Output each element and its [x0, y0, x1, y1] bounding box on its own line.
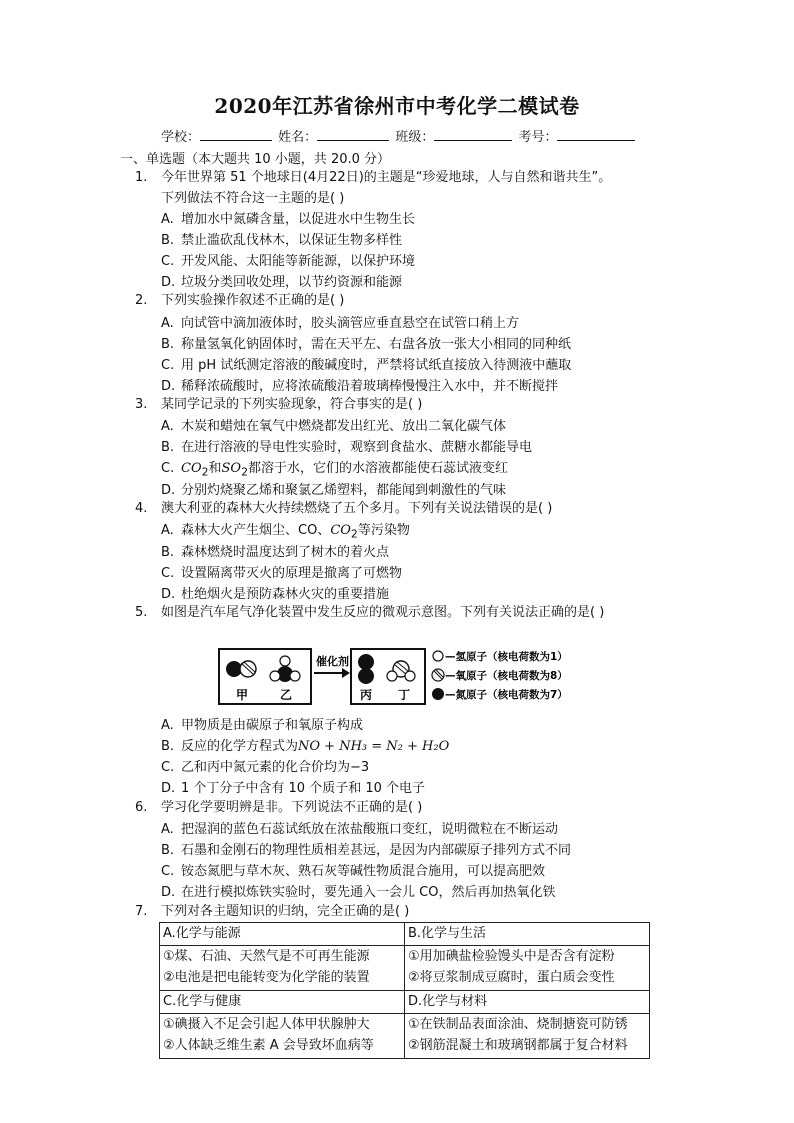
- legend-nitrogen: —氮原子（核电荷数为7）: [445, 689, 568, 701]
- option-label: D.: [161, 483, 176, 498]
- legend-nitrogen-icon: [432, 688, 444, 700]
- option-label: A.: [161, 822, 174, 837]
- option-label: D.: [161, 379, 176, 394]
- option-label: A.: [161, 419, 174, 434]
- question-text-line2: 下列做法不符合这一主题的是( ): [161, 191, 345, 206]
- option-text: 反应的化学方程式为: [181, 739, 299, 754]
- question-3: [135, 394, 422, 415]
- q4-option-a[interactable]: [161, 519, 410, 541]
- option-label: A.: [161, 523, 174, 538]
- label-bing: 丙: [360, 688, 373, 702]
- question-number: 7.: [135, 904, 148, 919]
- hydrogen-atom: [387, 671, 397, 681]
- arrow-head: [342, 668, 350, 678]
- option-text: 开发风能、太阳能等新能源，以保护环境: [181, 254, 416, 269]
- option-label: A.: [161, 212, 174, 227]
- name-label: 姓名：: [278, 130, 318, 145]
- table-cell-line: ①煤、石油、天然气是不可再生能源: [163, 949, 370, 964]
- hydrogen-atom: [405, 671, 415, 681]
- option-text: 等污染物: [357, 523, 410, 538]
- table-cell-line: ①在铁制品表面涂油、烧制搪瓷可防锈: [408, 1017, 628, 1032]
- option-label: C.: [161, 566, 175, 581]
- nitrogen-atom: [358, 654, 374, 670]
- label-ding: 丁: [398, 688, 411, 702]
- formula-co2: CO: [330, 523, 351, 538]
- question-number: 6.: [135, 800, 148, 815]
- table-row: [160, 1014, 650, 1059]
- table-cell: [405, 1014, 650, 1059]
- option-label: B.: [161, 545, 175, 560]
- q3-option-c[interactable]: [161, 457, 508, 479]
- option-text: 称量氢氧化钠固体时，需在天平左、右盘各放一张大小相同的同种纸: [181, 337, 572, 352]
- option-text: 在进行模拟炼铁实验时，要先通入一会儿 CO，然后再加热氧化铁: [181, 885, 556, 900]
- option-text: 石墨和金刚石的物理性质相差甚远，是因为内部碳原子排列方式不同: [181, 843, 572, 858]
- option-text: 垃圾分类回收处理，以节约资源和能源: [181, 275, 403, 290]
- legend-oxygen: —氧原子（核电荷数为8）: [445, 670, 568, 682]
- hydrogen-atom: [280, 656, 290, 666]
- option-text: 分别灼烧聚乙烯和聚氯乙烯塑料，都能闻到刺激性的气味: [181, 483, 507, 498]
- option-text: 铵态氮肥与草木灰、熟石灰等碱性物质混合施用，可以提高肥效: [181, 864, 546, 879]
- hydrogen-atom: [270, 671, 280, 681]
- q3-option-d[interactable]: [161, 479, 506, 498]
- option-text: 森林大火产生烟尘、CO、: [181, 523, 331, 538]
- question-1: [135, 167, 612, 206]
- option-label: B.: [161, 739, 175, 754]
- option-label: C.: [161, 461, 175, 476]
- option-text: 稀释浓硫酸时，应将浓硫酸沿着玻璃棒慢慢注入水中，并不断搅拌: [181, 379, 559, 394]
- q2-option-b[interactable]: [161, 333, 571, 352]
- q5-option-a[interactable]: [161, 714, 363, 733]
- option-label: C.: [161, 864, 175, 879]
- table-row: [160, 923, 650, 946]
- option-text: 森林燃烧时温度达到了树木的着火点: [181, 545, 390, 560]
- option-label: D.: [161, 885, 176, 900]
- school-blank[interactable]: [200, 128, 272, 141]
- label-yi: 乙: [280, 688, 293, 702]
- class-label: 班级：: [395, 130, 435, 145]
- option-text: 把湿润的蓝色石蕊试纸放在浓盐酸瓶口变红，说明微粒在不断运动: [181, 822, 559, 837]
- formula-co2: CO: [181, 461, 202, 476]
- q5-option-b[interactable]: [161, 735, 449, 754]
- table-row: [160, 946, 650, 991]
- section-heading: 一、单选题（本大题共 10 小题，共 20.0 分）: [120, 152, 391, 167]
- option-label: C.: [161, 358, 175, 373]
- table-cell-line: ②人体缺乏维生素 A 会导致坏血病等: [163, 1038, 374, 1053]
- q1-option-a[interactable]: [161, 208, 415, 227]
- table-cell-header: A.化学与能源: [160, 923, 405, 946]
- q6-option-a[interactable]: [161, 818, 558, 837]
- question-6: [135, 797, 422, 818]
- q2-option-d[interactable]: [161, 375, 558, 394]
- option-text: 乙和丙中氮元素的化合价均为−3: [181, 760, 370, 775]
- chemical-equation: NO + NH₃ = N₂ + H₂O: [298, 739, 450, 754]
- knowledge-table: [159, 922, 650, 1059]
- option-text: 增加水中氮磷含量，以促进水中生物生长: [181, 212, 416, 227]
- nitrogen-atom: [358, 668, 374, 684]
- table-cell-line: ②钢筋混凝土和玻璃钢都属于复合材料: [408, 1038, 628, 1053]
- option-label: C.: [161, 760, 175, 775]
- option-text: 1 个丁分子中含有 10 个质子和 10 个电子: [181, 781, 426, 796]
- table-cell: [160, 1014, 405, 1059]
- option-text: 在进行溶液的导电性实验时，观察到食盐水、蔗糖水都能导电: [181, 440, 533, 455]
- option-label: B.: [161, 440, 175, 455]
- option-text: 甲物质是由碳原子和氧原子构成: [181, 718, 364, 733]
- catalyst-label: 催化剂: [316, 655, 349, 668]
- formula-so2: SO: [221, 461, 242, 476]
- student-info-line: [161, 126, 637, 145]
- q5-option-c[interactable]: [161, 756, 369, 775]
- hydrogen-atom: [290, 671, 300, 681]
- q6-option-c[interactable]: [161, 860, 545, 879]
- question-number: 1.: [135, 170, 148, 185]
- question-text: 学习化学要明辨是非。下列说法不正确的是( ): [161, 800, 423, 815]
- q2-option-c[interactable]: [161, 354, 571, 373]
- option-text: 禁止滥砍乱伐林木，以保证生物多样性: [181, 233, 403, 248]
- q1-option-b[interactable]: [161, 229, 402, 248]
- q1-option-d[interactable]: [161, 271, 402, 290]
- table-cell-line: ①用加碘盐检验馒头中是否含有淀粉: [408, 949, 615, 964]
- class-blank[interactable]: [434, 128, 512, 141]
- question-4: [135, 498, 552, 519]
- question-text: 某同学记录的下列实验现象，符合事实的是( ): [161, 397, 423, 412]
- table-cell-line: ①碘摄入不足会引起人体甲状腺肿大: [163, 1017, 370, 1032]
- q2-option-a[interactable]: [161, 312, 519, 331]
- question-5: [135, 602, 604, 623]
- subscript: 2: [201, 465, 209, 479]
- question-number: 2.: [135, 293, 148, 308]
- subscript: 2: [350, 527, 358, 541]
- table-cell-header: D.化学与材料: [405, 991, 650, 1014]
- table-cell: [160, 946, 405, 991]
- question-text: 下列实验操作叙述不正确的是( ): [161, 293, 345, 308]
- q4-option-b[interactable]: [161, 541, 389, 560]
- name-blank[interactable]: [317, 128, 389, 141]
- page-title: 2020年江苏省徐州市中考化学二模试卷: [214, 94, 580, 118]
- question-text: 今年世界第 51 个地球日(4月22日)的主题是“珍爱地球，人与自然和谐共生”。: [161, 170, 612, 185]
- q4-option-d[interactable]: [161, 583, 389, 602]
- q4-option-c[interactable]: [161, 562, 402, 581]
- q6-option-d[interactable]: [161, 881, 555, 900]
- option-text: 设置隔离带灭火的原理是撤离了可燃物: [181, 566, 403, 581]
- option-text: 木炭和蜡烛在氧气中燃烧都发出红光、放出二氧化碳气体: [181, 419, 507, 434]
- option-label: D.: [161, 587, 176, 602]
- question-number: 5.: [135, 605, 148, 620]
- table-cell-header: C.化学与健康: [160, 991, 405, 1014]
- exam-no-label: 考号：: [518, 130, 558, 145]
- question-number: 4.: [135, 501, 148, 516]
- table-cell-line: ②将豆浆制成豆腐时，蛋白质会变性: [408, 970, 615, 985]
- option-label: D.: [161, 275, 176, 290]
- legend-hydrogen-icon: [433, 651, 443, 661]
- q3-option-b[interactable]: [161, 436, 532, 455]
- question-2: [135, 290, 344, 311]
- table-cell: [405, 946, 650, 991]
- question-text: 下列对各主题知识的归纳，完全正确的是( ): [161, 904, 410, 919]
- q1-option-c[interactable]: [161, 250, 415, 269]
- legend-hydrogen: —氢原子（核电荷数为1）: [445, 651, 568, 663]
- question-text: 如图是汽车尾气净化装置中发生反应的微观示意图。下列有关说法正确的是( ): [161, 605, 605, 620]
- question-7: [135, 901, 409, 922]
- option-label: B.: [161, 233, 175, 248]
- label-jia: 甲: [236, 688, 249, 702]
- option-label: C.: [161, 254, 175, 269]
- subscript: 2: [241, 465, 248, 479]
- option-text: 和: [208, 461, 222, 476]
- q5-option-d[interactable]: [161, 777, 425, 796]
- option-text: 杜绝烟火是预防森林火灾的重要措施: [181, 587, 390, 602]
- q3-option-a[interactable]: [161, 415, 506, 434]
- option-text: 向试管中滴加液体时，胶头滴管应垂直悬空在试管口稍上方: [181, 316, 520, 331]
- option-label: B.: [161, 843, 175, 858]
- reaction-diagram: [218, 646, 588, 708]
- table-row: [160, 991, 650, 1014]
- question-number: 3.: [135, 397, 148, 412]
- table-cell-header: B.化学与生活: [405, 923, 650, 946]
- q6-option-b[interactable]: [161, 839, 571, 858]
- option-label: A.: [161, 718, 174, 733]
- option-label: A.: [161, 316, 174, 331]
- option-text: 用 pH 试纸测定溶液的酸碱度时，严禁将试纸直接放入待测液中蘸取: [181, 358, 572, 373]
- question-text: 澳大利亚的森林大火持续燃烧了五个多月。下列有关说法错误的是( ): [161, 501, 553, 516]
- school-label: 学校：: [161, 130, 201, 145]
- table-cell-line: ②电池是把电能转变为化学能的装置: [163, 970, 370, 985]
- option-text: 都溶于水，它们的水溶液都能使石蕊试液变红: [247, 461, 508, 476]
- option-label: B.: [161, 337, 175, 352]
- option-label: D.: [161, 781, 176, 796]
- exam-no-blank[interactable]: [557, 128, 635, 141]
